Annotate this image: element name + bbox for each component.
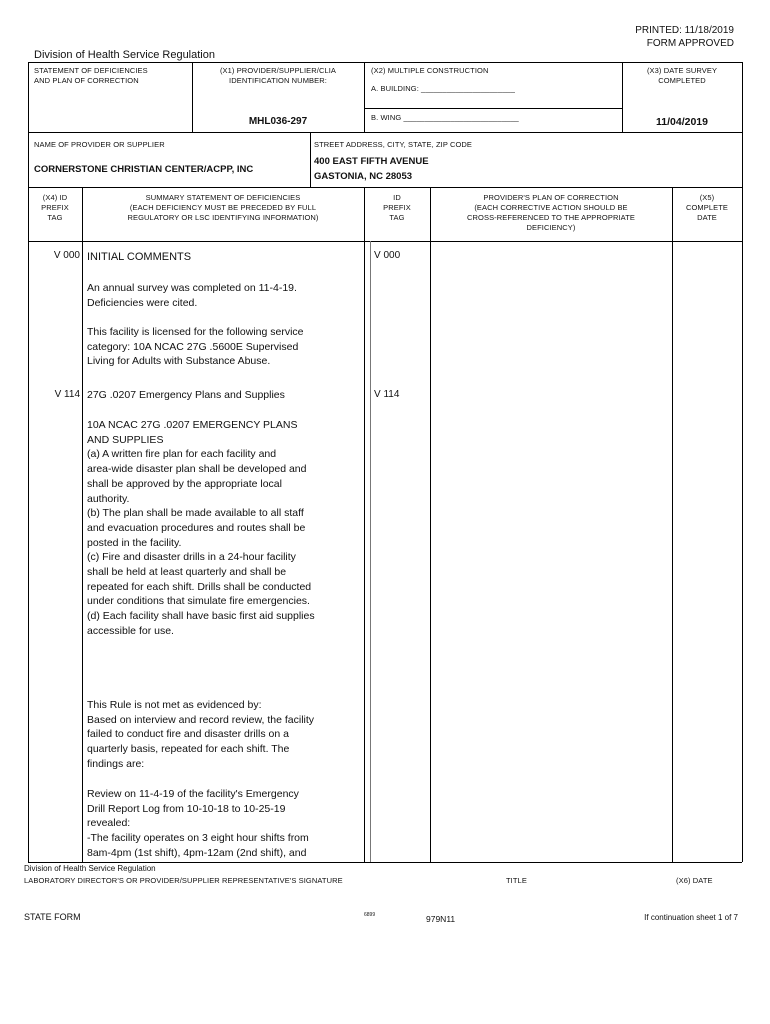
rule-not-met-paragraph: This Rule is not met as evidenced by: Based on interview and record review, the facility failed to conduct fire and disaster drills on a quarterly basis, repeated for each shift. The findings are:: [87, 699, 315, 770]
initial-comments-heading: INITIAL COMMENTS: [87, 251, 192, 263]
x4-prefix-tag-header: (X4) ID PREFIX TAG: [41, 193, 69, 222]
annual-survey-paragraph: An annual survey was completed on 11-4-19. Deficiencies were cited.: [87, 282, 297, 309]
x1-identification-number: MHL036-297: [248, 116, 308, 127]
statement-label: STATEMENT OF DEFICIENCIES AND PLAN OF CORRECTION: [34, 66, 148, 85]
division-title: Division of Health Service Regulation: [34, 49, 215, 61]
form-number: 6899: [364, 912, 376, 918]
printed-date: PRINTED: 11/18/2019: [635, 25, 734, 36]
rule-title: 27G .0207 Emergency Plans and Supplies: [87, 389, 285, 401]
provider-name-label: NAME OF PROVIDER OR SUPPLIER: [34, 140, 165, 149]
signature-label: LABORATORY DIRECTOR'S OR PROVIDER/SUPPLIER REPRESENTATIVE'S SIGNATURE: [24, 876, 343, 885]
state-form-label: STATE FORM: [24, 912, 81, 922]
rule-text-paragraph: 10A NCAC 27G .0207 EMERGENCY PLANS AND SUPPLIES (a) A written fire plan for each facility and area-wide disaster plan shall be developed and shall be approved by the appropriate local authority. (b) The plan shall be made available to all staff and evacuation procedures and routes shall be posted in the facility. (c) Fire and disaster drills in a 24-hour facility shall be held at least quarterly and shall be repeated for each shift. Drills shall be conducted under conditions that simulate fire emergencies. (d) Each facility shall have basic first aid supplies accessible for use.: [87, 419, 315, 637]
id-prefix-tag-header: ID PREFIX TAG: [383, 193, 411, 222]
address-line-2: GASTONIA, NC 28053: [314, 171, 413, 182]
licensed-paragraph: This facility is licensed for the following service category: 10A NCAC 27G .5600E Supervised Living for Adults with Substance Abuse.: [87, 326, 304, 368]
id-tag-v000: V 000: [374, 250, 401, 261]
title-label: TITLE: [506, 876, 527, 885]
prefix-tag-v114: V 114: [54, 389, 80, 400]
review-findings-paragraph: Review on 11-4-19 of the facility's Emergency Drill Report Log from 10-10-18 to 10-25-19 revealed: -The facility operates on 3 eight hour shifts from 8am-4pm (1st shift), 4pm-12am (2nd shift), and: [87, 788, 309, 859]
wing-field: B. WING ___________________________: [371, 113, 519, 122]
footer-division: Division of Health Service Regulation: [24, 864, 156, 873]
x5-complete-date-header: (X5) COMPLETE DATE: [685, 193, 729, 222]
building-field: A. BUILDING: ______________________: [371, 84, 516, 93]
x3-survey-date: 11/04/2019: [656, 116, 708, 128]
continuation-sheet: If continuation sheet 1 of 7: [644, 913, 738, 922]
x3-label: (X3) DATE SURVEY COMPLETED: [646, 66, 718, 85]
provider-name: CORNERSTONE CHRISTIAN CENTER/ACPP, INC: [34, 164, 254, 175]
address-line-1: 400 EAST FIFTH AVENUE: [314, 156, 429, 167]
plan-of-correction-header: PROVIDER'S PLAN OF CORRECTION (EACH CORRECTIVE ACTION SHOULD BE CROSS-REFERENCED TO THE APPROPRIATE DEFICIENCY): [467, 193, 635, 232]
x2-label: (X2) MULTIPLE CONSTRUCTION: [371, 66, 489, 75]
form-approved-label: FORM APPROVED: [646, 38, 734, 49]
event-id: 979N11: [426, 914, 456, 924]
summary-statement-header: SUMMARY STATEMENT OF DEFICIENCIES (EACH DEFICIENCY MUST BE PRECEDED BY FULL REGULATORY OR LSC IDENTIFYING INFORMATION): [127, 193, 319, 222]
id-tag-v114: V 114: [374, 389, 400, 400]
address-label: STREET ADDRESS, CITY, STATE, ZIP CODE: [314, 140, 473, 149]
x1-label: (X1) PROVIDER/SUPPLIER/CLIA IDENTIFICATION NUMBER:: [219, 66, 337, 85]
prefix-tag-v000: V 000: [53, 250, 80, 261]
x6-date-label: (X6) DATE: [676, 876, 713, 885]
